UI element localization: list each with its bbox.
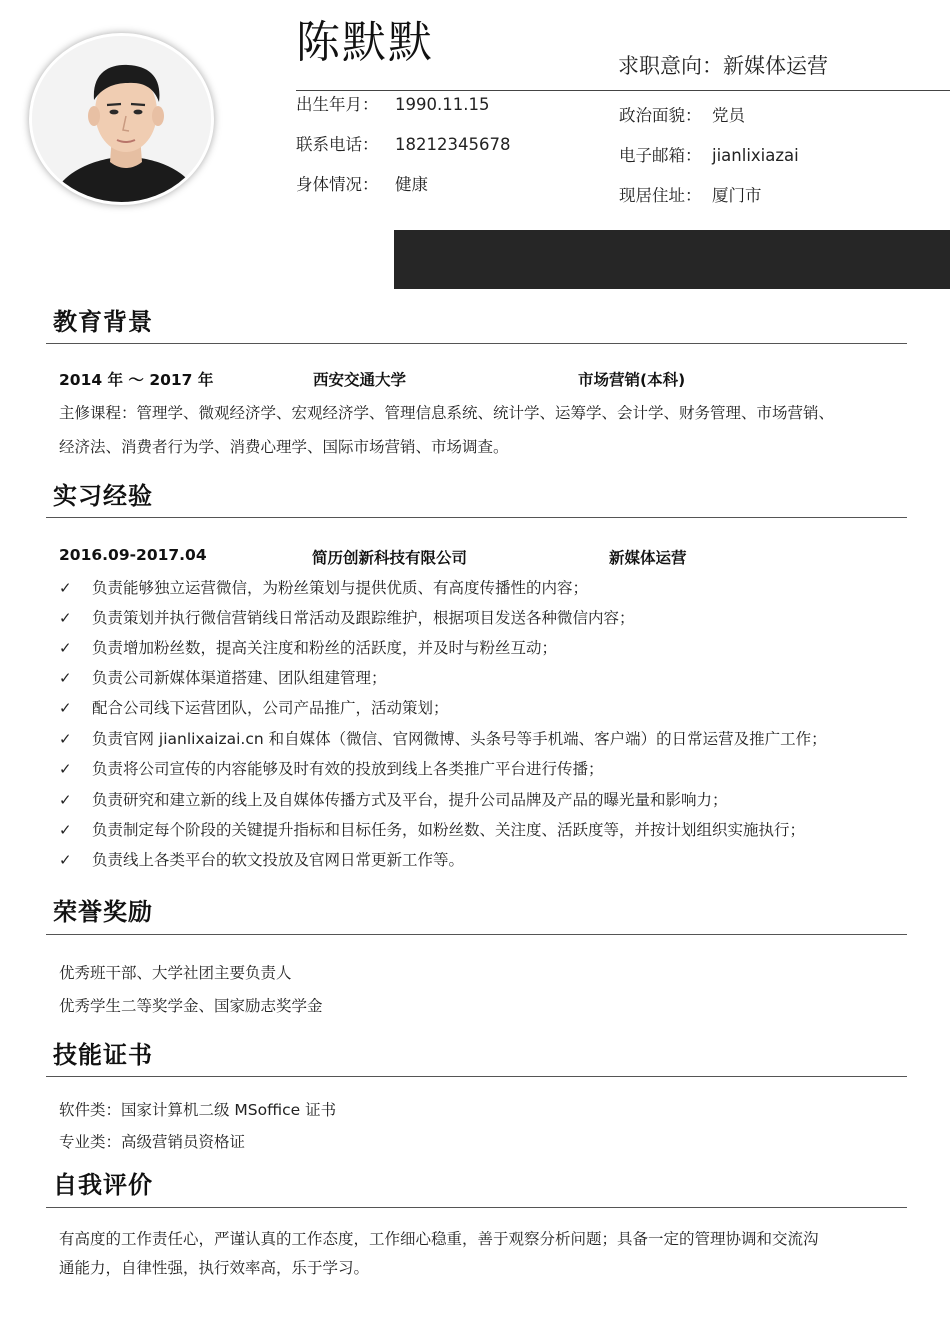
- internship-item: [59, 818, 805, 840]
- internship-item-text: 负责增加粉丝数，提高关注度和粉丝的活跃度，并及时与粉丝互动；: [92, 639, 558, 657]
- internship-role: 新媒体运营: [609, 549, 687, 567]
- political-status-value: 党员: [712, 106, 745, 125]
- check-icon: ✓: [59, 851, 72, 869]
- self-eval-title: 自我评价: [53, 1171, 153, 1199]
- internship-item-text: 负责将公司宣传的内容能够及时有效的投放到线上各类推广平台进行传播；: [92, 760, 604, 778]
- honors-item: 优秀班干部、大学社团主要负责人: [59, 964, 292, 982]
- internship-item-text: 负责能够独立运营微信，为粉丝策划与提供优质、有高度传播性的内容；: [92, 579, 589, 597]
- internship-item: [59, 757, 604, 779]
- internship-item-text: 负责线上各类平台的软文投放及官网日常更新工作等。: [92, 851, 465, 869]
- education-title: 教育背景: [53, 308, 153, 336]
- address-value: 厦门市: [712, 186, 762, 205]
- candidate-name: 陈默默: [296, 17, 434, 68]
- job-intent: [618, 50, 828, 80]
- political-status-row: [619, 102, 745, 126]
- health-label: 身体情况：: [296, 175, 379, 194]
- internship-item: [59, 696, 449, 718]
- internship-item-text: 负责策划并执行微信营销线日常活动及跟踪维护，根据项目发送各种微信内容；: [92, 609, 635, 627]
- education-divider: [46, 343, 907, 344]
- check-icon: ✓: [59, 669, 72, 687]
- email-row: [619, 142, 799, 166]
- education-major: 市场营销(本科): [578, 371, 686, 389]
- internship-item: [59, 606, 635, 628]
- skills-item: 专业类：高级营销员资格证: [59, 1133, 246, 1151]
- address-row: [619, 182, 762, 206]
- self-eval-divider: [46, 1207, 907, 1208]
- job-intent-label: 求职意向：: [618, 54, 723, 78]
- internship-company: 简历创新科技有限公司: [312, 549, 468, 567]
- honors-divider: [46, 934, 907, 935]
- email-value: jianlixiazai: [712, 146, 799, 165]
- address-label: 现居住址：: [619, 186, 702, 205]
- job-intent-value: 新媒体运营: [723, 54, 828, 78]
- political-status-label: 政治面貌：: [619, 106, 702, 125]
- internship-item-text: 配合公司线下运营团队，公司产品推广，活动策划；: [92, 699, 449, 717]
- birth-date-label: 出生年月：: [296, 95, 379, 114]
- education-school: 西安交通大学: [313, 371, 407, 389]
- internship-item: [59, 666, 387, 688]
- honors-title: 荣誉奖励: [53, 898, 153, 926]
- internship-item-text: 负责官网 jianlixaizai.cn 和自媒体（微信、官网微博、头条号等手机端、客户端）的日常运营及推广工作；: [92, 730, 827, 748]
- health-row: [296, 171, 428, 195]
- internship-item: [59, 788, 728, 810]
- education-courses-line-1: 主修课程：管理学、微观经济学、宏观经济学、管理信息系统、统计学、运筹学、会计学、财务管理、市场营销、: [59, 404, 835, 422]
- health-value: 健康: [395, 175, 428, 194]
- profile-photo: [29, 33, 214, 205]
- internship-divider: [46, 517, 907, 518]
- internship-period: 2016.09-2017.04: [59, 546, 207, 564]
- check-icon: ✓: [59, 791, 72, 809]
- education-courses-line-2: 经济法、消费者行为学、消费心理学、国际市场营销、市场调查。: [59, 438, 509, 456]
- check-icon: ✓: [59, 639, 72, 657]
- phone-row: [296, 131, 510, 155]
- person-portrait-image: [32, 36, 214, 205]
- check-icon: ✓: [59, 730, 72, 748]
- skills-divider: [46, 1076, 907, 1077]
- internship-item-text: 负责公司新媒体渠道搭建、团队组建管理；: [92, 669, 387, 687]
- education-period: 2014 年 ～ 2017 年: [59, 371, 214, 389]
- internship-item: [59, 727, 827, 749]
- self-eval-line-1: 有高度的工作责任心，严谨认真的工作态度，工作细心稳重，善于观察分析问题；具备一定的管理协调和交流沟: [59, 1230, 819, 1248]
- check-icon: ✓: [59, 760, 72, 778]
- self-eval-line-2: 通能力，自律性强，执行效率高，乐于学习。: [59, 1259, 370, 1277]
- check-icon: ✓: [59, 609, 72, 627]
- birth-date-row: [296, 91, 489, 115]
- check-icon: ✓: [59, 699, 72, 717]
- internship-item-text: 负责研究和建立新的线上及自媒体传播方式及平台，提升公司品牌及产品的曝光量和影响力；: [92, 791, 728, 809]
- internship-item: [59, 576, 588, 598]
- internship-item-text: 负责制定每个阶段的关键提升指标和目标任务，如粉丝数、关注度、活跃度等，并按计划组织实施执行；: [92, 821, 806, 839]
- check-icon: ✓: [59, 821, 72, 839]
- skills-item: 软件类：国家计算机二级 MSoffice 证书: [59, 1101, 337, 1119]
- check-icon: ✓: [59, 579, 72, 597]
- phone-value: 18212345678: [395, 135, 511, 154]
- birth-date-value: 1990.11.15: [395, 95, 490, 114]
- internship-title: 实习经验: [53, 482, 153, 510]
- honors-item: 优秀学生二等奖学金、国家励志奖学金: [59, 997, 323, 1015]
- internship-item: [59, 848, 464, 870]
- skills-title: 技能证书: [53, 1041, 153, 1069]
- email-label: 电子邮箱：: [619, 146, 702, 165]
- phone-label: 联系电话：: [296, 135, 379, 154]
- internship-item: [59, 636, 557, 658]
- header-accent-bar: [394, 230, 950, 289]
